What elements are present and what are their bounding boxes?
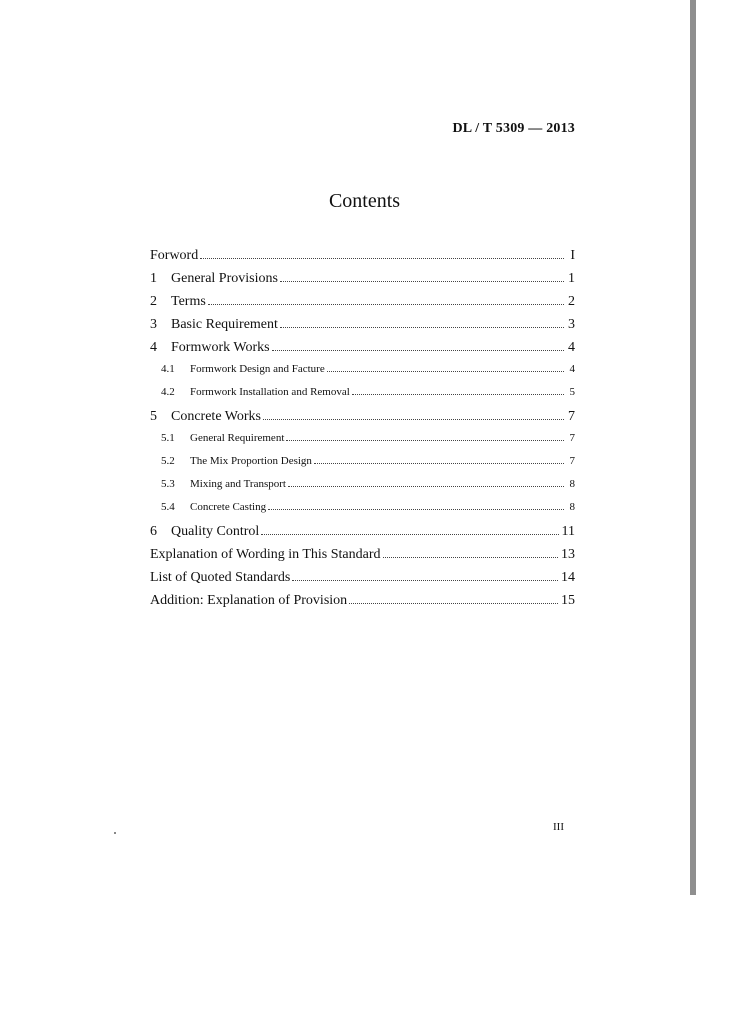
toc-entry-page: 7 <box>568 409 575 424</box>
toc-entry[interactable] <box>150 294 575 317</box>
toc-leader-dots <box>292 580 558 581</box>
toc-leader-dots <box>286 440 564 441</box>
toc-leader-dots <box>208 304 564 305</box>
toc-entry-number: 5.1 <box>161 432 175 444</box>
toc-leader-dots <box>314 463 564 464</box>
toc-entry-page: 4 <box>568 340 575 355</box>
toc-entry-number: 4.1 <box>161 363 175 375</box>
toc-entry-label: Basic Requirement <box>171 317 278 332</box>
toc-entry[interactable] <box>150 501 575 524</box>
toc-entry[interactable] <box>150 340 575 363</box>
toc-entry[interactable] <box>150 432 575 455</box>
toc-entry-label: Concrete Works <box>171 409 261 424</box>
toc-leader-dots <box>280 327 564 328</box>
toc-entry-label: Formwork Design and Facture <box>190 363 325 375</box>
toc-leader-dots <box>327 371 564 372</box>
toc-entry-label: Explanation of Wording in This Standard <box>150 547 381 562</box>
toc-entry-number: 5.4 <box>161 501 175 513</box>
toc-entry[interactable] <box>150 455 575 478</box>
toc-entry[interactable] <box>150 478 575 501</box>
page-title-text: Contents <box>328 190 401 212</box>
toc-leader-dots <box>288 486 564 487</box>
toc-leader-dots <box>200 258 564 259</box>
toc-entry-number: 6 <box>150 524 157 539</box>
page-title <box>0 190 731 213</box>
toc-leader-dots <box>383 557 559 558</box>
toc-entry-number: 3 <box>150 317 157 332</box>
toc-leader-dots <box>272 350 564 351</box>
toc-entry-page: 15 <box>561 593 575 608</box>
toc-entry[interactable] <box>150 248 575 271</box>
toc-entry-label: Terms <box>171 294 206 309</box>
toc-entry-number: 4 <box>150 340 157 355</box>
toc-entry-number: 5 <box>150 409 157 424</box>
toc-entry-number: 1 <box>150 271 157 286</box>
toc-entry-page: 11 <box>561 524 575 539</box>
toc-entry-page: 7 <box>569 432 575 444</box>
toc-leader-dots <box>263 419 564 420</box>
toc-entry-page: 8 <box>569 501 575 513</box>
document-code: DL / T 5309 — 2013 <box>452 121 575 136</box>
toc-entry-label: Formwork Works <box>171 340 270 355</box>
toc-entry-label: General Provisions <box>171 271 278 286</box>
scan-speck <box>114 832 116 834</box>
toc-leader-dots <box>352 394 564 395</box>
toc-entry-page: 8 <box>569 478 575 490</box>
toc-entry-page: 13 <box>561 547 575 562</box>
toc-entry-page: 5 <box>569 386 575 398</box>
toc-entry-label: Addition: Explanation of Provision <box>150 593 348 608</box>
toc-entry-page: 3 <box>568 317 575 332</box>
toc-entry[interactable] <box>150 317 575 340</box>
page-edge-shadow <box>690 0 696 895</box>
toc-leader-dots <box>280 281 564 282</box>
toc-leader-dots <box>261 534 558 535</box>
toc-entry[interactable] <box>150 386 575 409</box>
toc-entry-label: General Requirement <box>190 432 285 444</box>
toc-entry-label: Mixing and Transport <box>190 478 286 490</box>
toc-entry-page: 1 <box>568 271 575 286</box>
toc-leader-dots <box>268 509 564 510</box>
toc-entry-label: Concrete Casting <box>190 501 267 513</box>
toc-entry[interactable] <box>150 570 575 593</box>
toc-entry-number: 4.2 <box>161 386 175 398</box>
toc-entry-label: The Mix Proportion Design <box>190 455 312 467</box>
toc-entry-number: 2 <box>150 294 157 309</box>
toc-entry[interactable] <box>150 524 575 547</box>
toc-entry[interactable] <box>150 593 575 616</box>
toc-entry-label: List of Quoted Standards <box>150 570 291 585</box>
table-of-contents <box>150 248 575 616</box>
toc-entry-page: I <box>570 248 575 263</box>
toc-entry-label: Quality Control <box>171 524 260 539</box>
toc-entry-page: 2 <box>568 294 575 309</box>
toc-entry-page: 14 <box>561 570 575 585</box>
toc-leader-dots <box>349 603 558 604</box>
toc-entry-label: Formwork Installation and Removal <box>190 386 350 398</box>
toc-entry[interactable] <box>150 363 575 386</box>
page-number: III <box>553 821 564 833</box>
toc-entry-page: 7 <box>569 455 575 467</box>
toc-entry[interactable] <box>150 547 575 570</box>
toc-entry-number: 5.2 <box>161 455 175 467</box>
toc-entry-number: 5.3 <box>161 478 175 490</box>
toc-entry[interactable] <box>150 271 575 294</box>
toc-entry[interactable] <box>150 409 575 432</box>
toc-entry-label: Forword <box>150 248 199 263</box>
toc-entry-page: 4 <box>569 363 575 375</box>
